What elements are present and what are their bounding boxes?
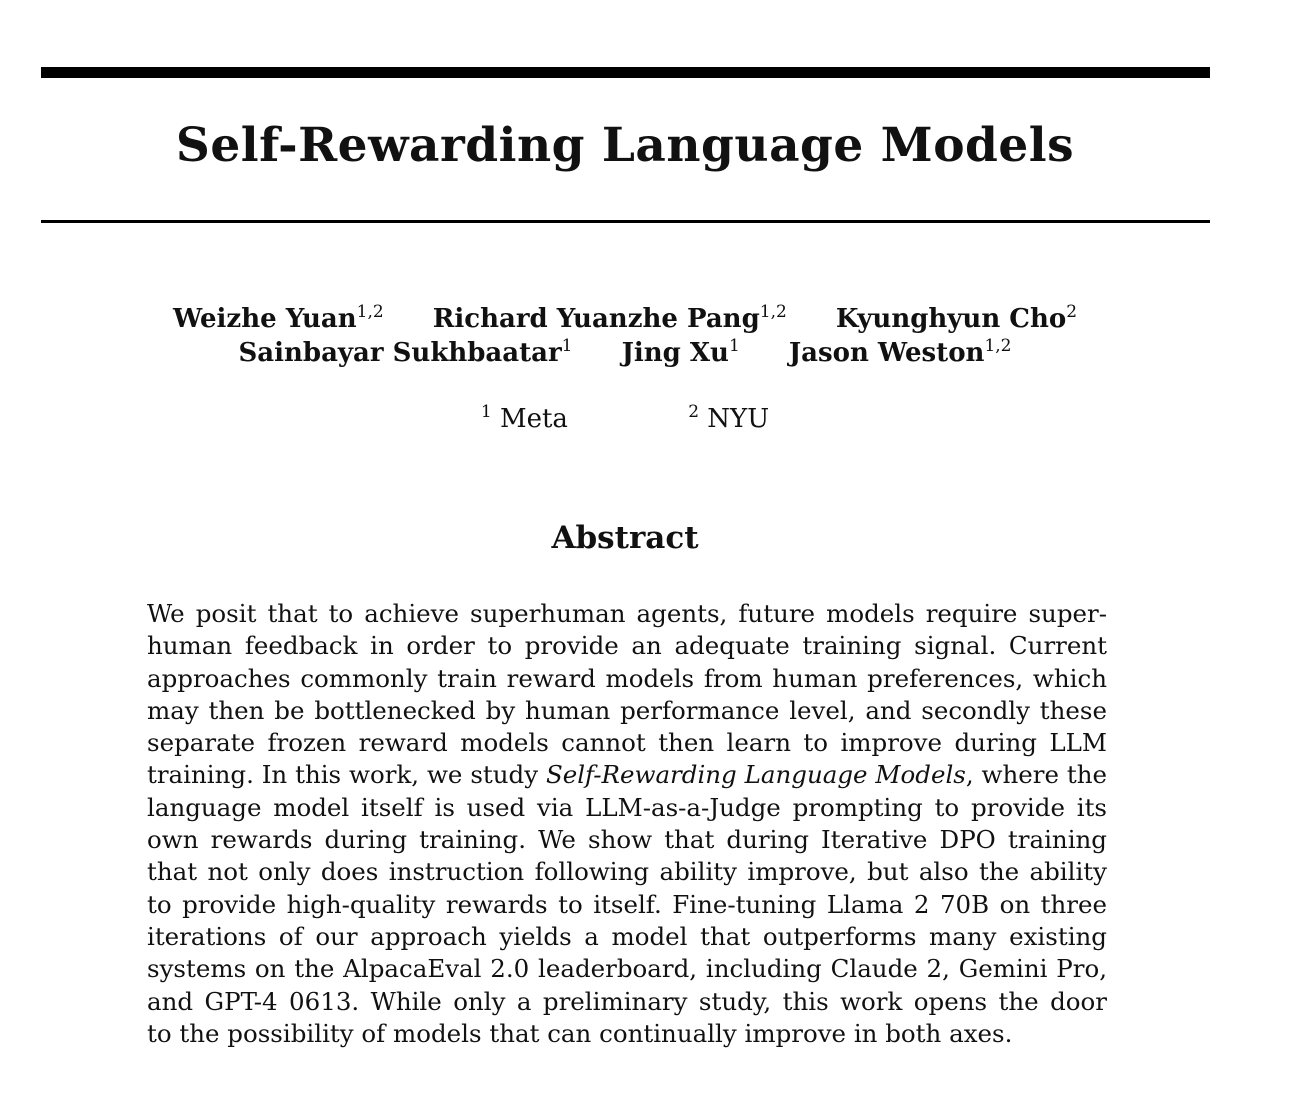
title-bottom-rule [41, 220, 1210, 223]
abstract-line: separate frozen reward models cannot then learn to improve during LLM [147, 728, 1107, 758]
abstract-text: , where the [965, 760, 1108, 790]
abstract-line: and GPT-4 0613. While only a preliminary study, this work opens the door [147, 986, 1107, 1016]
abstract-line: We posit that to achieve superhuman agents, future models require super- [147, 599, 1107, 628]
paper-title: Self-Rewarding Language Models [175, 118, 1075, 173]
abstract-line: own rewards during training. We show that during Iterative DPO training [147, 825, 1107, 855]
affiliation-name: Meta [499, 404, 568, 434]
abstract-line: language model itself is used via LLM-as-a-Judge prompting to provide its [147, 792, 1107, 822]
author [173, 304, 384, 335]
author [239, 338, 573, 369]
authors-row-2 [0, 338, 1250, 369]
author-affiliation-mark: 1 [728, 336, 740, 356]
affiliation-number: 2 [688, 402, 700, 422]
abstract-line: may then be bottlenecked by human performance level, and secondly these [147, 695, 1107, 725]
abstract-line: iterations of our approach yields a model that outperforms many existing [147, 921, 1107, 951]
abstract-line: to provide high-quality rewards to itself. Fine-tuning Llama 2 70B on three [147, 889, 1107, 919]
affiliation-number: 1 [480, 402, 492, 422]
emphasized-model-name: Self-Rewarding Language Models [545, 760, 966, 790]
affiliation [481, 404, 568, 435]
affiliations [0, 404, 1250, 435]
author-affiliation-mark: 1,2 [984, 336, 1012, 356]
author-name: Weizhe Yuan [172, 304, 357, 334]
abstract-line: human feedback in order to provide an adequate training signal. Current [147, 631, 1107, 661]
author-name: Jing Xu [621, 338, 729, 368]
author [433, 304, 787, 335]
author-name: Sainbayar Sukhbaatar [238, 338, 562, 368]
abstract-heading: Abstract [551, 520, 699, 556]
author-name: Kyunghyun Cho [835, 304, 1067, 334]
author-name: Jason Weston [788, 338, 985, 368]
abstract-line: approaches commonly train reward models from human preferences, which [147, 663, 1107, 693]
author-name: Richard Yuanzhe Pang [432, 304, 760, 334]
abstract-line: to the possibility of models that can continually improve in both axes. [147, 1018, 1013, 1048]
author-affiliation-mark: 1,2 [759, 302, 787, 322]
author-affiliation-mark: 2 [1066, 302, 1078, 322]
abstract-line [147, 759, 1107, 791]
author [622, 338, 740, 369]
author [836, 304, 1077, 335]
abstract-text: training. In this work, we study [147, 760, 546, 790]
affiliation-name: NYU [707, 404, 770, 434]
abstract-line: that not only does instruction following ability improve, but also the ability [147, 857, 1107, 887]
abstract-body [147, 598, 1107, 1050]
author-affiliation-mark: 1 [561, 336, 573, 356]
top-rule [41, 67, 1210, 78]
author [789, 338, 1012, 369]
authors-row-1 [0, 304, 1250, 335]
abstract-line: systems on the AlpacaEval 2.0 leaderboard, including Claude 2, Gemini Pro, [147, 954, 1107, 984]
author-affiliation-mark: 1,2 [356, 302, 384, 322]
affiliation [688, 404, 769, 435]
